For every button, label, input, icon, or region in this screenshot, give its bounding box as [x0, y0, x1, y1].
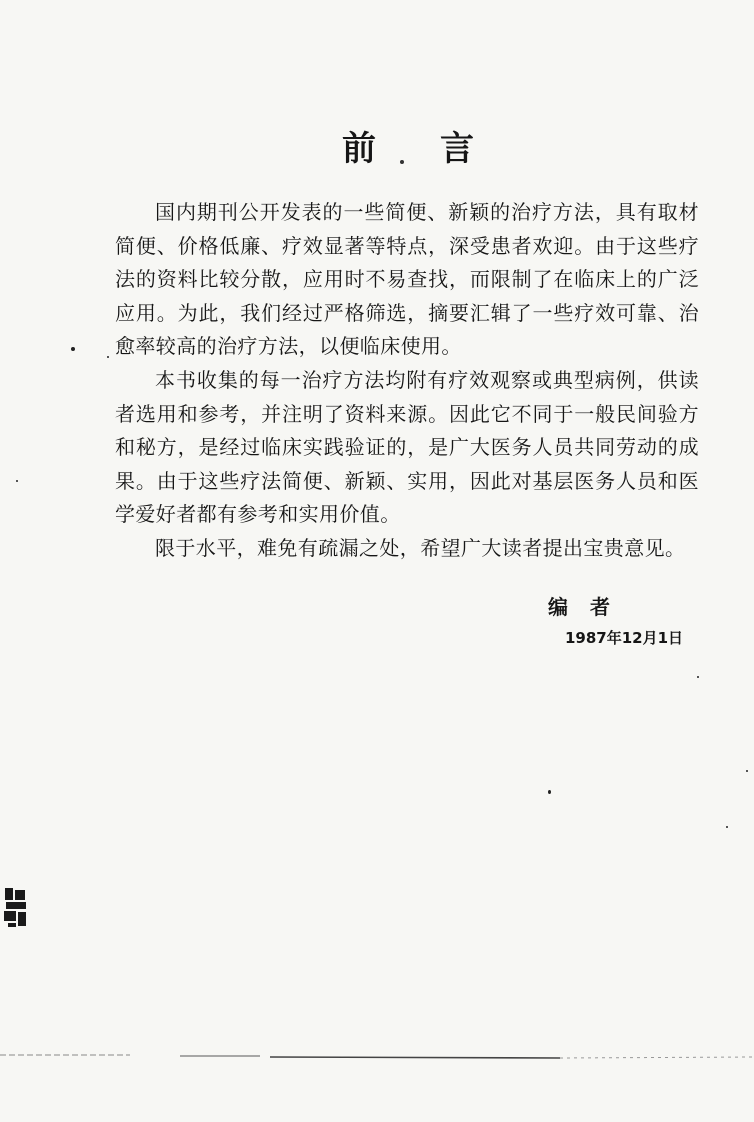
scan-speck	[697, 676, 699, 678]
paragraph-3: 限于水平，难免有疏漏之处，希望广大读者提出宝贵意见。	[155, 535, 686, 560]
preface-body	[115, 196, 699, 566]
scan-dot	[400, 160, 404, 164]
scan-speck	[16, 480, 18, 482]
scan-speck	[746, 770, 748, 772]
preface-date: 1987年12月1日	[565, 629, 684, 647]
scan-speck	[726, 826, 728, 828]
scan-speck	[548, 790, 551, 794]
scan-speck	[107, 356, 109, 358]
author-signature: 编者	[548, 595, 632, 619]
title-char-2: 言	[440, 129, 474, 169]
bottom-scan-line	[0, 1048, 754, 1068]
margin-stamp-mark	[2, 886, 30, 930]
paragraph-2: 本书收集的每一治疗方法均附有疗效观察或典型病例，供读者选用和参考，并注明了资料来源。因此它不同于一般民间验方和秘方，是经过临床实践验证的，是广大医务人员共同劳动的成果。由于这些疗法简便、新颖、实用，因此对基层医务人员和医学爱好者都有参考和实用价值。	[115, 367, 699, 527]
title-char-1: 前	[342, 129, 376, 169]
page-title	[0, 126, 754, 172]
scan-speck	[71, 347, 75, 351]
paragraph-1: 国内期刊公开发表的一些简便、新颖的治疗方法，具有取材简便、价格低廉、疗效显著等特点，深受患者欢迎。由于这些疗法的资料比较分散，应用时不易查找，而限制了在临床上的广泛应用。为此，我们经过严格筛选，摘要汇辑了一些疗效可靠、治愈率较高的治疗方法，以便临床使用。	[115, 200, 699, 359]
